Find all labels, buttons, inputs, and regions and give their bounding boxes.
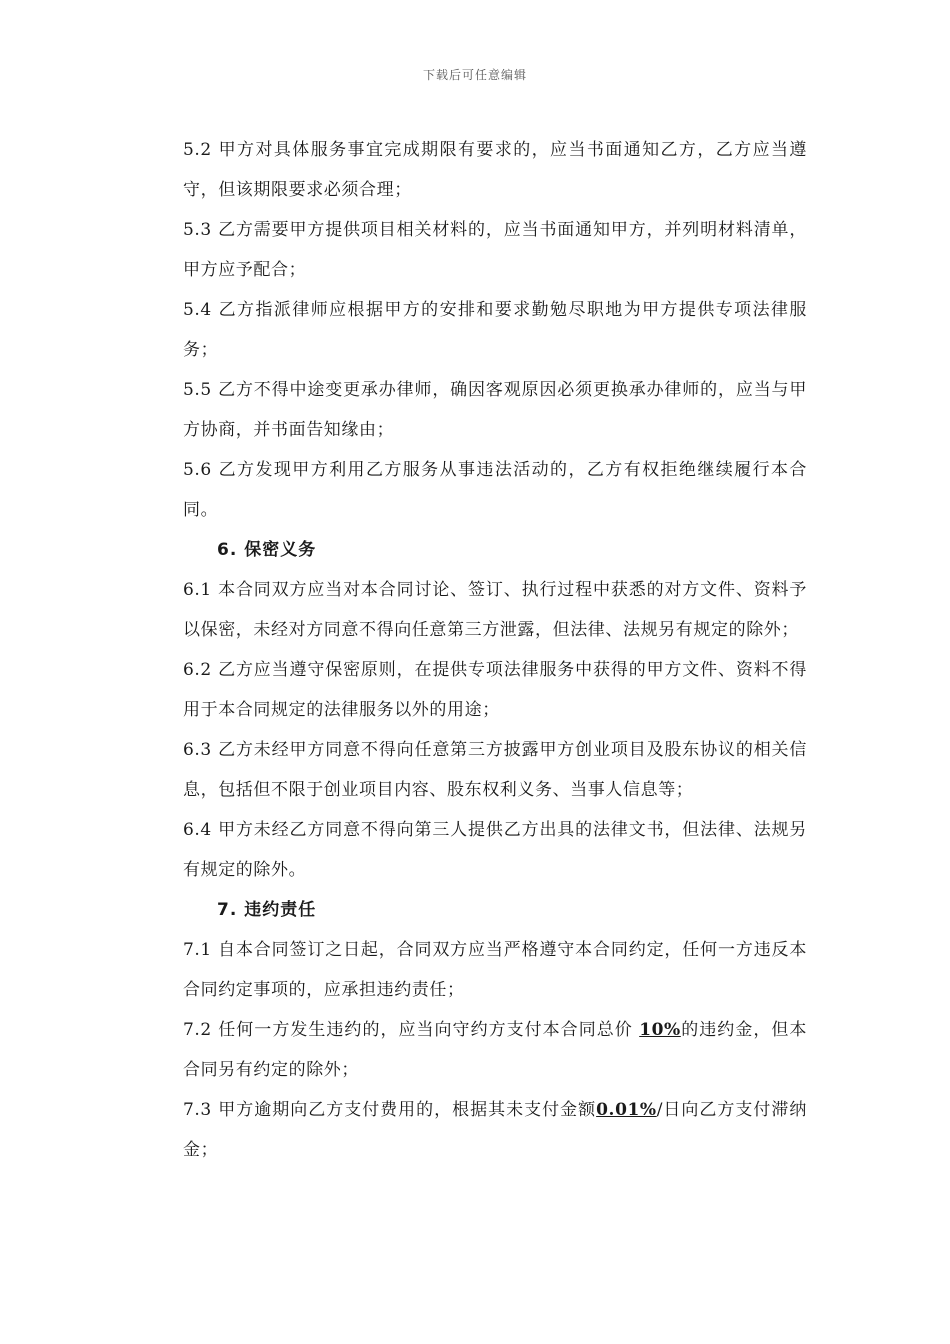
clause-5-6: 5.6 乙方发现甲方利用乙方服务从事违法活动的，乙方有权拒绝继续履行本合同。 — [183, 460, 807, 520]
penalty-rate: 10% — [639, 1020, 681, 1040]
clause-7-3 — [183, 1090, 807, 1170]
clause-5-2: 5.2 甲方对具体服务事宜完成期限有要求的，应当书面通知乙方，乙方应当遵守，但该期限要求必须合理； — [183, 140, 807, 200]
clause-7-2-after: 的违约金，但本合同另有约定的除外； — [183, 1020, 807, 1080]
clause-5-5: 5.5 乙方不得中途变更承办律师，确因客观原因必须更换承办律师的，应当与甲方协商，并书面告知缘由； — [183, 380, 807, 440]
clause-7-3-after: /日向乙方支付滞纳金； — [183, 1100, 807, 1160]
late-fee-rate: 0.01% — [596, 1100, 657, 1120]
clause-7-2-before: 7.2 任何一方发生违约的，应当向守约方支付本合同总价 — [183, 1020, 640, 1040]
clause-7-2 — [183, 1010, 807, 1090]
clause-6-3: 6.3 乙方未经甲方同意不得向任意第三方披露甲方创业项目及股东协议的相关信息，包括但不限于创业项目内容、股东权利义务、当事人信息等； — [183, 740, 807, 800]
section-7-heading: 7. 违约责任 — [217, 900, 317, 920]
clause-5-3: 5.3 乙方需要甲方提供项目相关材料的，应当书面通知甲方，并列明材料清单，甲方应予配合； — [183, 220, 807, 280]
clause-7-3-before: 7.3 甲方逾期向乙方支付费用的，根据其未支付金额 — [183, 1100, 597, 1120]
contract-body — [183, 130, 807, 1170]
clause-5-4: 5.4 乙方指派律师应根据甲方的安排和要求勤勉尽职地为甲方提供专项法律服务； — [183, 300, 807, 360]
clause-6-1: 6.1 本合同双方应当对本合同讨论、签订、执行过程中获悉的对方文件、资料予以保密，未经对方同意不得向任意第三方泄露，但法律、法规另有规定的除外； — [183, 580, 807, 640]
clause-7-1: 7.1 自本合同签订之日起，合同双方应当严格遵守本合同约定，任何一方违反本合同约定事项的，应承担违约责任； — [183, 940, 807, 1000]
section-6-heading: 6. 保密义务 — [217, 540, 317, 560]
clause-6-4: 6.4 甲方未经乙方同意不得向第三人提供乙方出具的法律文书，但法律、法规另有规定的除外。 — [183, 820, 807, 880]
page-header-note: 下载后可任意编辑 — [422, 68, 527, 82]
clause-6-2: 6.2 乙方应当遵守保密原则，在提供专项法律服务中获得的甲方文件、资料不得用于本合同规定的法律服务以外的用途； — [183, 660, 807, 720]
